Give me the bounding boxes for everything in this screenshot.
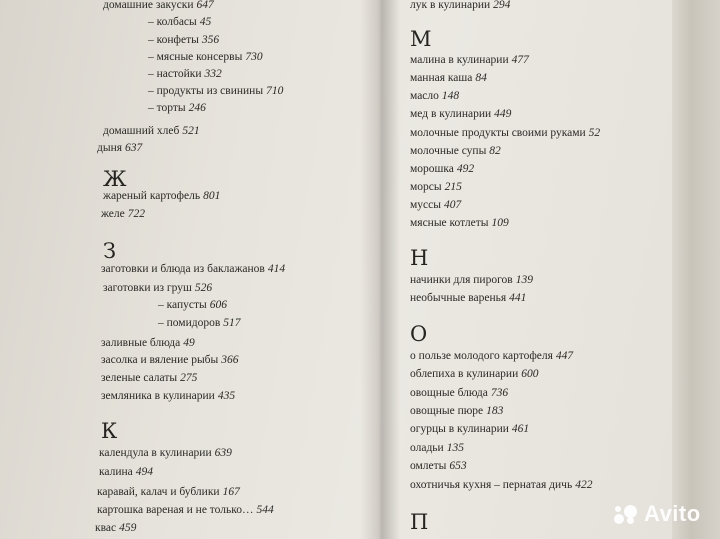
index-entry-page-number: 801 [203, 190, 221, 202]
index-entry-title: необычные варенья [410, 292, 507, 304]
index-entry-page-number: 215 [444, 181, 462, 193]
index-entry-title: заготовки и блюда из баклажанов [101, 263, 265, 275]
index-entry [410, 291, 526, 305]
index-entry [101, 336, 195, 350]
index-entry [148, 33, 219, 47]
index-entry-title: земляника в кулинарии [101, 390, 215, 402]
index-entry-page-number: 722 [127, 208, 145, 220]
index-entry [410, 349, 573, 363]
index-entry [103, 189, 220, 203]
index-entry [410, 367, 538, 381]
index-entry [99, 446, 232, 460]
index-entry-title: огурцы в кулинарии [410, 423, 509, 435]
index-section-letter: О [410, 322, 428, 346]
index-entry-page-number: 459 [119, 522, 137, 534]
index-entry-page-number: 647 [196, 0, 214, 11]
index-entry [158, 316, 241, 330]
index-entry-page-number: 407 [443, 199, 462, 211]
index-entry [410, 273, 533, 287]
avito-watermark-text: Avito [644, 501, 701, 526]
index-entry-page-number: 492 [456, 163, 475, 175]
index-entry-page-number: 710 [266, 85, 284, 97]
index-entry-title: лук в кулинарии [410, 0, 491, 11]
index-entry-page-number: 45 [199, 16, 212, 28]
index-entry-title: молочные супы [410, 145, 487, 157]
index-entry [410, 478, 592, 492]
page-edge [672, 0, 720, 539]
index-entry-page-number: 730 [245, 51, 263, 63]
index-entry [101, 207, 145, 221]
index-entry-page-number: 449 [494, 108, 512, 120]
index-section-letter: П [410, 510, 429, 534]
index-entry [101, 389, 235, 403]
index-entry-title: – торты [148, 102, 186, 114]
index-section-letter: З [103, 239, 117, 263]
index-entry-page-number: 148 [441, 90, 460, 102]
index-entry-title: зеленые салаты [101, 372, 178, 384]
index-entry-page-number: 544 [256, 504, 274, 516]
index-entry [148, 50, 263, 64]
index-entry [148, 101, 206, 115]
index-entry-page-number: 275 [180, 372, 198, 384]
index-entry-title: молочные продукты своими руками [410, 127, 586, 139]
index-entry [97, 503, 274, 517]
index-entry [103, 124, 200, 138]
index-entry-page-number: 84 [475, 72, 487, 84]
avito-watermark [612, 500, 701, 528]
index-entry-page-number: 435 [217, 390, 236, 402]
index-entry-title: квас [95, 522, 117, 534]
index-entry [410, 180, 462, 194]
index-section-letter: Н [410, 246, 429, 270]
index-entry-page-number: 494 [135, 466, 154, 478]
index-entry-page-number: 135 [446, 442, 464, 454]
index-entry-page-number: 422 [575, 479, 593, 491]
index-entry-title: желе [101, 208, 125, 220]
index-entry [97, 141, 142, 155]
book-gutter [360, 0, 400, 539]
index-entry-page-number: 366 [221, 354, 239, 366]
index-entry-page-number: 477 [511, 54, 529, 66]
index-entry [410, 71, 487, 85]
index-entry [410, 422, 529, 436]
index-entry-title: мед в кулинарии [410, 108, 492, 120]
index-section-letter: М [410, 27, 432, 51]
index-entry-title: картошка вареная и не только… [97, 504, 254, 516]
index-entry [101, 262, 285, 276]
index-entry [410, 89, 459, 103]
index-entry-page-number: 606 [209, 299, 228, 311]
index-entry [101, 371, 197, 385]
index-entry-page-number: 49 [183, 337, 195, 349]
index-entry-title: – продукты из свинины [148, 85, 264, 97]
index-entry-title: начинки для пирогов [410, 274, 513, 286]
index-entry [410, 441, 464, 455]
index-entry-title: мясные котлеты [410, 217, 489, 229]
index-entry-title: оладьи [410, 442, 444, 454]
index-entry-page-number: 167 [222, 486, 240, 498]
index-entry-page-number: 246 [188, 102, 206, 114]
index-entry [158, 298, 227, 312]
index-entry-title: морсы [410, 181, 442, 193]
index-entry-title: облепиха в кулинарии [410, 368, 519, 380]
index-entry [148, 15, 211, 29]
index-entry [410, 198, 461, 212]
index-section-letter: Ж [103, 167, 127, 191]
index-entry [410, 216, 509, 230]
index-entry [103, 0, 214, 12]
index-entry-page-number: 356 [201, 34, 220, 46]
index-entry-title: засолка и вяление рыбы [101, 354, 219, 366]
index-entry [99, 465, 153, 479]
index-entry [103, 281, 212, 295]
index-entry-page-number: 736 [490, 387, 509, 399]
index-entry-page-number: 139 [515, 274, 533, 286]
index-entry-title: малина в кулинарии [410, 54, 509, 66]
index-entry-title: овощные пюре [410, 405, 484, 417]
index-entry-title: домашний хлеб [103, 125, 180, 137]
index-entry-title: овощные блюда [410, 387, 488, 399]
index-entry-title: манная каша [410, 72, 473, 84]
index-entry [410, 0, 510, 12]
index-entry-title: – помидоров [158, 317, 221, 329]
index-entry-title: дыня [97, 142, 123, 154]
index-entry-page-number: 600 [521, 368, 539, 380]
index-entry-page-number: 447 [555, 350, 574, 362]
index-entry-title: жареный картофель [103, 190, 201, 202]
index-entry-page-number: 517 [223, 317, 241, 329]
index-entry-page-number: 653 [449, 460, 467, 472]
index-entry-title: муссы [410, 199, 441, 211]
index-entry-page-number: 414 [267, 263, 286, 275]
index-entry [410, 144, 501, 158]
index-entry-title: заготовки из груш [103, 282, 192, 294]
index-entry-page-number: 294 [493, 0, 511, 11]
index-entry-page-number: 637 [125, 142, 143, 154]
index-entry-page-number: 461 [511, 423, 530, 435]
index-entry-title: – колбасы [148, 16, 197, 28]
index-entry [97, 485, 240, 499]
index-entry [101, 353, 239, 367]
index-entry-page-number: 332 [204, 68, 222, 80]
index-entry-page-number: 639 [214, 447, 232, 459]
index-entry-page-number: 52 [588, 127, 601, 139]
index-entry-page-number: 109 [491, 217, 509, 229]
index-entry [410, 459, 467, 473]
index-entry [148, 67, 222, 81]
index-entry-title: о пользе молодого картофеля [410, 350, 553, 362]
index-entry [148, 84, 283, 98]
index-entry [410, 107, 511, 121]
index-section-letter: К [101, 419, 118, 443]
index-entry-page-number: 183 [486, 405, 504, 417]
index-entry-title: – настойки [148, 68, 202, 80]
index-entry-title: морошка [410, 163, 454, 175]
index-entry-title: домашние закуски [103, 0, 194, 11]
index-entry-title: – конфеты [148, 34, 199, 46]
index-entry-title: масло [410, 90, 439, 102]
index-entry [410, 404, 503, 418]
avito-dots-icon [612, 502, 640, 526]
index-entry-title: календула в кулинарии [99, 447, 212, 459]
index-entry-page-number: 526 [194, 282, 213, 294]
index-entry [410, 53, 529, 67]
index-entry-title: – капусты [158, 299, 207, 311]
index-entry-page-number: 441 [509, 292, 527, 304]
index-entry-title: охотничья кухня – пернатая дичь [410, 479, 573, 491]
index-entry [410, 126, 600, 140]
index-entry-page-number: 521 [182, 125, 200, 137]
index-entry-title: калина [99, 466, 133, 478]
index-entry [95, 521, 136, 535]
index-entry [410, 386, 508, 400]
index-entry-page-number: 82 [489, 145, 501, 157]
index-entry-title: – мясные консервы [148, 51, 243, 63]
index-entry-title: заливные блюда [101, 337, 181, 349]
index-entry [410, 162, 474, 176]
index-entry-title: каравай, калач и бублики [97, 486, 220, 498]
index-entry-title: омлеты [410, 460, 447, 472]
